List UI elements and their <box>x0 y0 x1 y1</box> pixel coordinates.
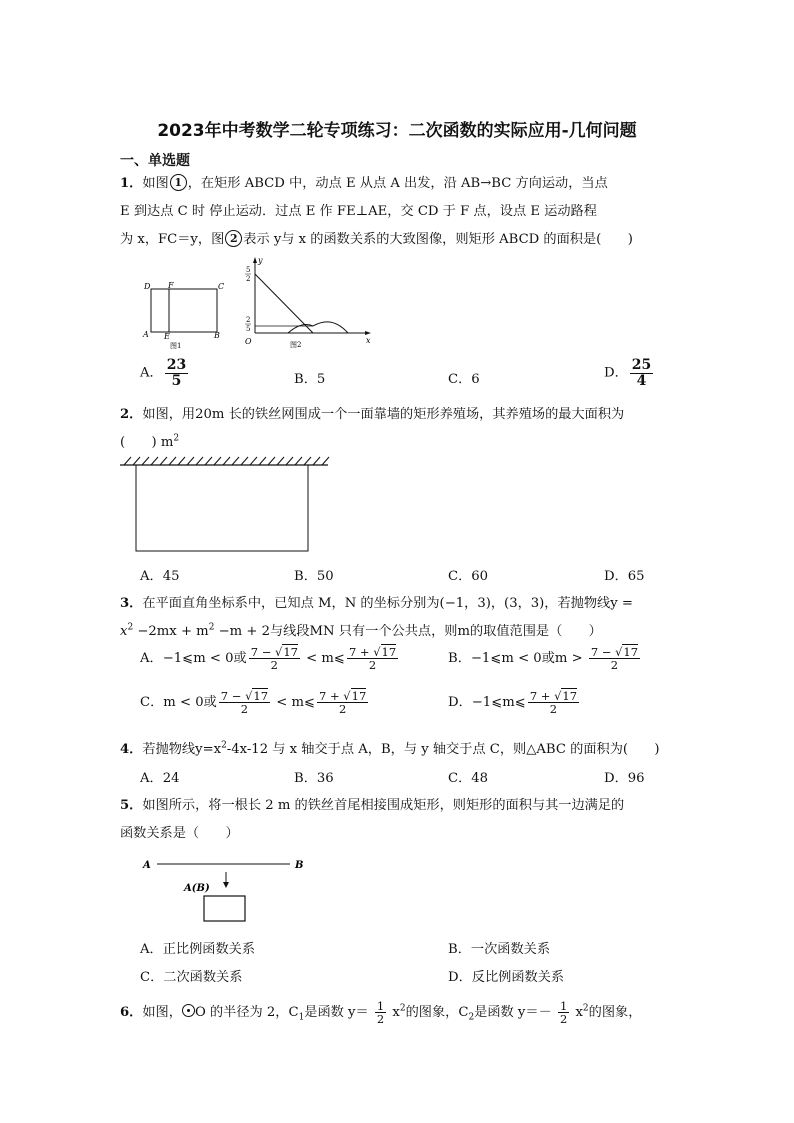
wall-hatch <box>250 457 257 465</box>
q1-text: 为 x，FC＝y，图 <box>120 232 225 247</box>
wall-hatch <box>151 457 158 465</box>
q2-number: 2． <box>120 407 143 422</box>
q2-text: ( ) m <box>120 435 174 450</box>
fraction <box>249 646 300 671</box>
option-text: < m⩽ <box>272 695 316 711</box>
circle-dot-icon <box>182 1004 195 1017</box>
q4-option-a: A．24 <box>140 771 180 786</box>
q4-line-1 <box>120 738 690 757</box>
fraction <box>165 358 188 388</box>
fraction <box>347 646 398 671</box>
wall-hatch <box>241 457 248 465</box>
wall-hatch <box>313 457 320 465</box>
q3-option-c <box>140 690 370 715</box>
denominator: 2 <box>376 1012 385 1027</box>
q1-line-1 <box>120 172 690 191</box>
option-text: B．−1⩽m < 0或m > <box>448 651 587 667</box>
q2-option-d: D．65 <box>604 569 645 584</box>
wall-hatch <box>196 457 203 465</box>
numerator: 1 <box>376 999 385 1013</box>
superscript: 2 <box>173 433 180 444</box>
figure-caption: 图2 <box>290 341 302 349</box>
q5-figure <box>140 852 310 927</box>
q1-line-2: E 到达点 C 时 停止运动．过点 E 作 FE⊥AE，交 CD 于 F 点，设点 E 运动路程 <box>120 204 597 219</box>
q5-number: 5． <box>120 798 143 813</box>
numerator: 1 <box>559 999 568 1013</box>
q4-text: -4x-12 与 x 轴交于点 A，B，与 y 轴交于点 C，则△ABC 的面积为( ) <box>226 742 660 757</box>
q1-text: ，在矩形 ABCD 中，动点 E 从点 A 出发，沿 AB→BC 方向运动，当点 <box>187 176 608 191</box>
fraction <box>219 690 270 715</box>
num-text: 7 + <box>319 689 344 703</box>
denominator: 2 <box>270 658 278 673</box>
numerator: 7 − √17 <box>250 645 298 659</box>
denominator: 5 <box>171 372 182 389</box>
fraction <box>375 1000 386 1025</box>
wall-hatch <box>178 457 185 465</box>
option-text: A．−1⩽m < 0或 <box>140 651 247 667</box>
wall-hatch <box>295 457 302 465</box>
wall-hatch <box>277 457 284 465</box>
q2-figure <box>118 454 332 554</box>
option-text: < m⩽ <box>301 651 345 667</box>
num-text: 7 + <box>348 645 374 659</box>
label-B: B <box>214 331 220 340</box>
radicand: 17 <box>381 645 397 659</box>
wall-hatch <box>124 457 131 465</box>
num-text: 7 − <box>590 645 616 659</box>
q1-text: 表示 y与 x 的函数关系的大致图像，则矩形 ABCD 的面积是( ) <box>243 232 633 247</box>
denominator: 2 <box>610 658 619 673</box>
q6-text: 是函数 y＝－ <box>474 1005 556 1021</box>
q1-number: 1． <box>120 176 143 191</box>
wall-hatch <box>232 457 239 465</box>
q3-option-a <box>140 646 400 671</box>
q5-text: 如图所示，将一根长 2 m 的铁丝首尾相接围成矩形，则矩形的面积与其一边满足的 <box>142 798 625 813</box>
numerator: 23 <box>166 357 187 373</box>
denominator: 2 <box>338 702 347 717</box>
fraction <box>528 690 579 715</box>
radicand: 17 <box>623 645 639 659</box>
q1-option-d <box>604 358 655 388</box>
q1-option-c: C．6 <box>448 372 480 387</box>
wall-hatch <box>142 457 149 465</box>
radicand: 17 <box>562 689 578 703</box>
q2-option-a: A．45 <box>140 569 180 584</box>
num-text: 7 − <box>250 645 275 659</box>
q6-text: 的图象，C <box>405 1005 469 1021</box>
subscript: 2 <box>468 1012 475 1023</box>
superscript: 2 <box>127 622 134 633</box>
label-E: E <box>164 332 170 341</box>
label-A: A <box>143 860 151 871</box>
q1-figure-2 <box>240 255 375 350</box>
q6-text: 是函数 y＝ <box>304 1005 373 1021</box>
q5-option-c: C．二次函数关系 <box>140 970 243 985</box>
q5-option-a: A．正比例函数关系 <box>140 942 256 957</box>
radicand: 17 <box>283 645 298 659</box>
q3-text: −2mx + m <box>133 624 209 639</box>
superscript: 2 <box>221 740 227 751</box>
wall-hatch <box>160 457 167 465</box>
fraction <box>558 1000 569 1025</box>
denominator: 2 <box>240 702 249 717</box>
numerator: 7 + √17 <box>348 645 397 659</box>
wall-hatch <box>133 457 140 465</box>
axis-x-label: x <box>366 336 371 345</box>
wall-hatch <box>304 457 311 465</box>
q1-option-a <box>140 358 190 388</box>
origin-label: O <box>245 337 252 346</box>
q6-text: O 的半径为 2，C <box>194 1005 299 1021</box>
numerator: 7 + √17 <box>529 689 578 703</box>
superscript: 2 <box>582 1003 589 1014</box>
page-title: 2023年中考数学二轮专项练习：二次函数的实际应用-几何问题 <box>157 121 637 141</box>
wall-hatch <box>322 457 329 465</box>
q3-line-2 <box>120 620 690 639</box>
label-F: F <box>168 281 174 290</box>
option-text: D．−1⩽m⩽ <box>448 695 526 711</box>
q2-line-1 <box>120 403 690 422</box>
q6-line-1 <box>120 1000 690 1025</box>
q3-number: 3． <box>120 596 143 611</box>
option-label: D． <box>604 365 628 381</box>
label-B: B <box>295 860 304 871</box>
tick-den: 2 <box>246 275 251 283</box>
label-A: A <box>143 330 149 339</box>
q2-option-b: B．50 <box>294 569 334 584</box>
option-label: A． <box>140 365 163 381</box>
superscript: 2 <box>399 1003 406 1014</box>
fraction <box>630 358 653 388</box>
q6-text: 如图， <box>142 1005 182 1021</box>
q6-text: 的图象， <box>588 1005 642 1021</box>
numerator: 7 + √17 <box>319 689 367 703</box>
numerator: 7 − √17 <box>220 689 269 703</box>
q4-option-c: C．48 <box>448 771 489 786</box>
q3-text: x <box>120 624 128 639</box>
numerator: 25 <box>631 357 652 373</box>
q2-text: 如图，用20m 长的铁丝网围成一个一面靠墙的矩形养殖场，其养殖场的最大面积为 <box>142 407 625 422</box>
q1-text: 如图 <box>142 176 169 191</box>
denominator: 2 <box>549 702 558 717</box>
q5-option-b: B．一次函数关系 <box>448 942 551 957</box>
q3-text: −m + 2与线段MN 只有一个公共点，则m的取值范围是（ ） <box>214 624 602 639</box>
tick-num: 2 <box>246 316 251 324</box>
q4-option-d: D．96 <box>604 771 645 786</box>
q6-text: x <box>388 1005 400 1021</box>
tick-num: 5 <box>246 266 251 274</box>
section-heading: 一、单选题 <box>120 153 190 169</box>
numerator: 7 − √17 <box>590 645 639 659</box>
q3-text: 在平面直角坐标系中，已知点 M，N 的坐标分别为(−1，3)，(3，3)，若抛物线y = <box>142 596 633 611</box>
fraction <box>317 690 368 715</box>
wall-hatch <box>268 457 275 465</box>
radicand: 17 <box>253 689 269 703</box>
denominator: 2 <box>559 1012 568 1027</box>
q3-option-b <box>448 646 642 671</box>
subscript: 1 <box>298 1012 305 1023</box>
label-D: D <box>144 282 151 291</box>
q1-figure-1 <box>140 278 230 350</box>
q1-line-3 <box>120 228 690 247</box>
q6-number: 6． <box>120 1005 143 1021</box>
q6-text: x <box>571 1005 583 1021</box>
q3-option-d <box>448 690 581 715</box>
denominator: 4 <box>636 372 647 389</box>
wall-hatch <box>286 457 293 465</box>
superscript: 2 <box>208 622 215 633</box>
q2-line-2 <box>120 431 690 450</box>
q5-option-d: D．反比例函数关系 <box>448 970 565 985</box>
wall-hatch <box>223 457 230 465</box>
q1-option-b: B．5 <box>294 372 326 387</box>
q2-option-c: C．60 <box>448 569 489 584</box>
wall-hatch <box>169 457 176 465</box>
circled-2: 2 <box>225 230 242 247</box>
option-text: C．m < 0或 <box>140 695 217 711</box>
q4-number: 4． <box>120 742 143 757</box>
q5-line-1 <box>120 794 690 813</box>
q5-line-2: 函数关系是（ ） <box>120 826 239 841</box>
axis-y-label: y <box>258 256 263 265</box>
circled-1: 1 <box>170 174 187 191</box>
label-AB: A(B) <box>184 883 210 894</box>
fraction <box>589 646 640 671</box>
q4-option-b: B．36 <box>294 771 334 786</box>
wall-hatch <box>259 457 266 465</box>
denominator: 2 <box>368 658 377 673</box>
wall-hatch <box>214 457 221 465</box>
label-C: C <box>218 282 225 291</box>
wall-hatch <box>187 457 194 465</box>
radicand: 17 <box>351 689 367 703</box>
q3-line-1 <box>120 592 690 611</box>
wall-hatch <box>205 457 212 465</box>
tick-den: 5 <box>246 325 251 333</box>
q4-text: 若抛物线y=x <box>142 742 222 757</box>
figure-caption: 图1 <box>170 342 182 350</box>
num-text: 7 − <box>220 689 246 703</box>
num-text: 7 + <box>529 689 555 703</box>
